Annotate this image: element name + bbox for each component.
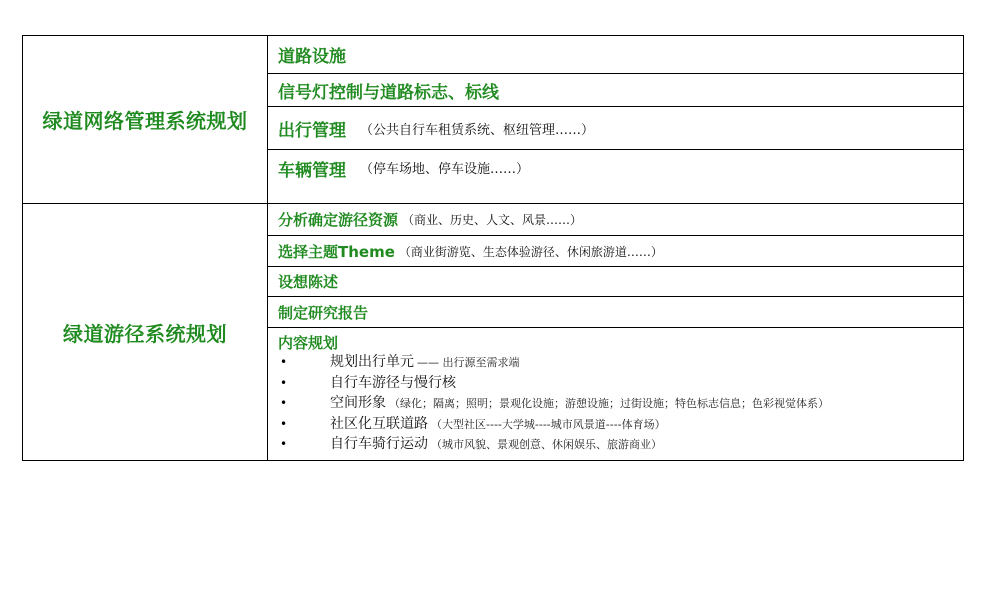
row-label: 道路设施 [278, 47, 346, 67]
row-signal-control [268, 73, 963, 106]
bullet-icon: • [280, 396, 288, 410]
list-item-note: （绿化；隔离；照明；景观化设施；游憩设施；过街设施；特色标志信息；色彩视觉体系） [389, 397, 829, 410]
row-note: （公共自行车租赁系统、枢纽管理……） [360, 122, 595, 138]
list-item-main: 空间形象 [330, 395, 386, 411]
row-note: （商业街游览、生态体验游径、休闲旅游道……） [398, 244, 663, 259]
list-item [278, 373, 959, 394]
content-plan-heading: 内容规划 [278, 334, 339, 352]
row-trail-resources [268, 204, 963, 235]
row-note: （商业、历史、人文、风景……） [402, 213, 583, 227]
row-road-facilities [268, 36, 963, 73]
row-choose-theme [268, 235, 963, 266]
row-research-report [268, 296, 963, 327]
list-item-note: （大型社区----大学城----城市风景道----体育场） [431, 417, 666, 431]
section-title: 绿道网络管理系统规划 [42, 109, 248, 133]
section-rows [268, 204, 963, 461]
list-item [278, 414, 959, 435]
row-label: 信号灯控制与道路标志、标线 [278, 82, 499, 103]
list-item-main: 社区化互联道路 [330, 415, 428, 432]
section-greenway-network-management [23, 36, 963, 203]
bullet-icon: • [280, 375, 288, 390]
section-greenway-trail-system [23, 203, 963, 461]
list-item-main: 自行车游径与慢行核 [330, 374, 456, 391]
row-label: 出行管理 [278, 120, 346, 141]
section-title-cell [23, 36, 268, 203]
list-item-note: （城市风貌、景观创意、休闲娱乐、旅游商业） [431, 438, 662, 451]
row-label: 设想陈述 [278, 273, 339, 291]
row-vehicle-management [268, 149, 963, 203]
bullet-icon: • [280, 416, 288, 431]
row-label: 车辆管理 [278, 161, 346, 181]
row-label: 选择主题Theme [278, 242, 395, 261]
row-label: 分析确定游径资源 [278, 211, 399, 229]
content-plan-list [278, 352, 959, 455]
bullet-icon: • [280, 355, 288, 369]
planning-table [22, 35, 964, 461]
section-rows [268, 36, 963, 203]
row-label: 制定研究报告 [278, 303, 369, 322]
list-item-main: 自行车骑行运动 [330, 436, 428, 452]
list-item [278, 393, 959, 414]
list-item-main: 规划出行单元 [330, 354, 414, 370]
list-item [278, 434, 959, 455]
section-title: 绿道游径系统规划 [63, 322, 227, 346]
row-concept-statement [268, 266, 963, 296]
row-content-plan [268, 327, 963, 462]
bullet-icon: • [280, 437, 288, 451]
list-item-note: —— 出行源至需求端 [417, 356, 520, 369]
list-item [278, 352, 959, 373]
section-title-cell [23, 204, 268, 461]
row-note: （停车场地、停车设施……） [360, 162, 530, 177]
row-travel-management [268, 106, 963, 149]
